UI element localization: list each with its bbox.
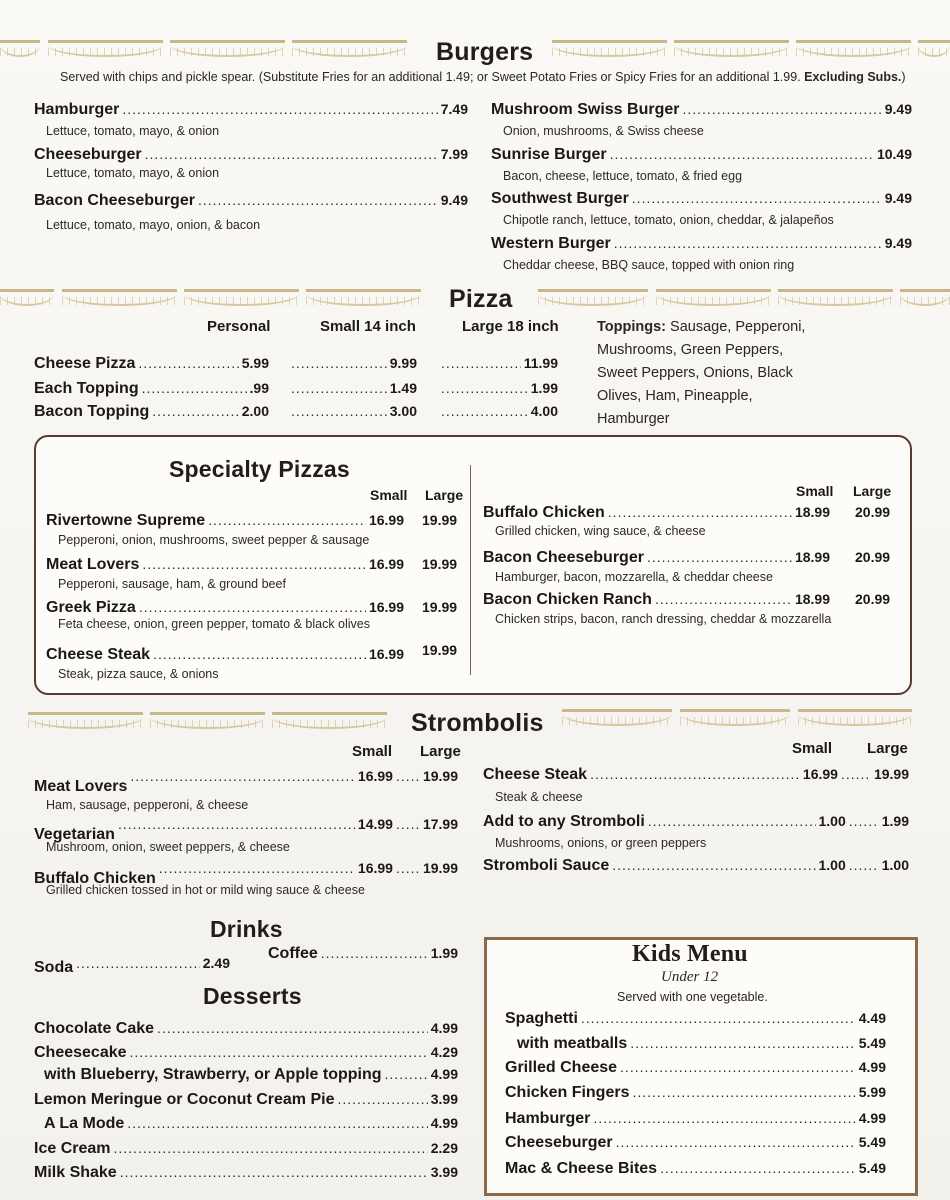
price-cell: ..... 9.99 bbox=[288, 355, 417, 371]
col-large: Large bbox=[867, 740, 908, 757]
col-small: Small 14 inch bbox=[320, 318, 416, 335]
col-small: Small bbox=[352, 743, 393, 760]
item-desc: Onion, mushrooms, & Swiss cheese bbox=[503, 124, 704, 138]
price-cell: ..... 1.49 bbox=[288, 380, 417, 396]
menu-item: with Blueberry, Strawberry, or Apple topping ..... 4.99 bbox=[44, 1066, 458, 1084]
menu-item: with meatballs ..... 5.49 bbox=[517, 1035, 886, 1053]
menu-item: A La Mode ..... 4.99 bbox=[44, 1115, 458, 1133]
menu-item: Vegetarian ..... 14.99 ..... 17.99 bbox=[34, 816, 458, 834]
item-desc: Mushroom, onion, sweet peppers, & cheese bbox=[46, 840, 290, 854]
menu-item: Cheese Steak ..... 16.99 ..... 19.99 bbox=[483, 766, 909, 784]
menu-item bbox=[34, 146, 468, 164]
item-price: 10.49 bbox=[876, 146, 912, 162]
item-price-large: 20.99 bbox=[855, 504, 891, 520]
price-cell: ..... 11.99 bbox=[438, 355, 558, 371]
item-desc: Pepperoni, onion, mushrooms, sweet pepper & sausage bbox=[58, 533, 370, 547]
menu-item: Bacon Chicken Ranch ..... 18.99 bbox=[483, 591, 830, 609]
menu-item bbox=[491, 146, 912, 164]
burgers-note: Served with chips and pickle spear. (Substitute Fries for an additional 1.49; or Sweet Potato Fries or Spicy Fries for an additional 1.99. Excluding Subs.) bbox=[60, 70, 906, 84]
bridge-ornament bbox=[562, 709, 914, 725]
item-price: 2.00 bbox=[241, 403, 269, 419]
menu-item bbox=[34, 192, 468, 210]
bridge-ornament bbox=[0, 40, 420, 56]
menu-item bbox=[491, 235, 912, 253]
kids-title: Kids Menu bbox=[632, 941, 748, 967]
item-price: 9.49 bbox=[884, 101, 912, 117]
menu-item: Bacon Cheeseburger ..... 18.99 bbox=[483, 549, 830, 567]
item-price-large: 19.99 bbox=[422, 512, 458, 528]
menu-item: Lemon Meringue or Coconut Cream Pie ..... 3.99 bbox=[34, 1091, 458, 1109]
col-personal: Personal bbox=[207, 318, 271, 335]
bridge-ornament bbox=[0, 289, 430, 305]
col-small: Small bbox=[796, 483, 834, 499]
desserts-title: Desserts bbox=[203, 983, 302, 1009]
drinks-title: Drinks bbox=[210, 916, 283, 942]
menu-item bbox=[34, 403, 269, 421]
menu-item: Buffalo Chicken ..... 16.99 ..... 19.99 bbox=[34, 860, 458, 878]
item-price-large: 20.99 bbox=[855, 549, 891, 565]
col-small: Small bbox=[370, 487, 408, 503]
kids-note: Served with one vegetable. bbox=[617, 990, 768, 1004]
menu-item bbox=[491, 101, 912, 119]
item-desc: Feta cheese, onion, green pepper, tomato & black olives bbox=[58, 617, 370, 631]
item-desc: Hamburger, bacon, mozzarella, & cheddar cheese bbox=[495, 570, 773, 584]
menu-item: Mac & Cheese Bites ..... 5.49 bbox=[505, 1160, 886, 1178]
item-desc: Lettuce, tomato, mayo, onion, & bacon bbox=[46, 218, 261, 232]
toppings-list: Toppings: Sausage, Pepperoni, Mushrooms, Green Peppers, Sweet Peppers, Onions, Black Olives, Ham, Pineapple, Hamburger bbox=[597, 319, 806, 427]
item-name: Sunrise Burger bbox=[491, 146, 607, 163]
item-desc: Chicken strips, bacon, ranch dressing, cheddar & mozzarella bbox=[495, 612, 832, 626]
pizza-title: Pizza bbox=[449, 285, 513, 313]
bridge-ornament bbox=[538, 289, 950, 305]
menu-item bbox=[34, 380, 269, 398]
item-desc: Cheddar cheese, BBQ sauce, topped with onion ring bbox=[503, 258, 795, 272]
item-name: Southwest Burger bbox=[491, 190, 629, 207]
item-name: Cheese Pizza bbox=[34, 355, 136, 372]
menu-item: Greek Pizza ..... 16.99 bbox=[46, 599, 404, 617]
item-name: Mushroom Swiss Burger bbox=[491, 101, 680, 118]
item-price: 9.49 bbox=[440, 192, 468, 208]
item-desc: Grilled chicken, wing sauce, & cheese bbox=[495, 524, 706, 538]
menu-item: Grilled Cheese ..... 4.99 bbox=[505, 1059, 886, 1077]
menu-item: Cheese Steak ..... 16.99 bbox=[46, 646, 404, 664]
menu-item: Ice Cream ..... 2.29 bbox=[34, 1140, 458, 1158]
price-cell: ..... 4.00 bbox=[438, 403, 558, 419]
item-name: Cheeseburger bbox=[34, 146, 142, 163]
menu-item: Cheeseburger ..... 5.49 bbox=[505, 1134, 886, 1152]
item-desc: Steak, pizza sauce, & onions bbox=[58, 667, 219, 681]
item-name: Each Topping bbox=[34, 380, 139, 397]
menu-item: Add to any Stromboli ..... 1.00 ..... 1.99 bbox=[483, 813, 909, 831]
item-price-large: 19.99 bbox=[422, 556, 458, 572]
item-desc: Bacon, cheese, lettuce, tomato, & fried egg bbox=[503, 169, 743, 183]
menu-item bbox=[34, 101, 468, 119]
col-large: Large bbox=[425, 487, 464, 503]
bridge-ornament bbox=[28, 712, 398, 728]
item-price-large: 20.99 bbox=[855, 591, 891, 607]
item-desc: Pepperoni, sausage, ham, & ground beef bbox=[58, 577, 286, 591]
menu-item: Coffee ..... 1.99 bbox=[268, 945, 458, 963]
item-price: 7.99 bbox=[440, 146, 468, 162]
bridge-ornament bbox=[552, 40, 950, 56]
col-small: Small bbox=[792, 740, 833, 757]
item-price-large: 19.99 bbox=[422, 642, 458, 658]
strombolis-title: Strombolis bbox=[411, 709, 544, 737]
col-large: Large 18 inch bbox=[462, 318, 559, 335]
menu-item: Chicken Fingers ..... 5.99 bbox=[505, 1084, 886, 1102]
item-name: Western Burger bbox=[491, 235, 611, 252]
item-price: 9.49 bbox=[884, 235, 912, 251]
col-large: Large bbox=[853, 483, 892, 499]
menu-item: Chocolate Cake ..... 4.99 bbox=[34, 1020, 458, 1038]
menu-item: Spaghetti ..... 4.49 bbox=[505, 1010, 886, 1028]
item-name: Bacon Cheeseburger bbox=[34, 192, 195, 209]
item-price: 9.49 bbox=[884, 190, 912, 206]
price-cell: ..... 3.00 bbox=[288, 403, 417, 419]
kids-subtitle: Under 12 bbox=[661, 969, 719, 985]
item-price: .99 bbox=[249, 380, 269, 396]
item-name: Bacon Topping bbox=[34, 403, 150, 420]
menu-item: Milk Shake ..... 3.99 bbox=[34, 1164, 458, 1182]
menu-item: Stromboli Sauce ..... 1.00 ..... 1.00 bbox=[483, 857, 909, 875]
item-desc: Lettuce, tomato, mayo, & onion bbox=[46, 124, 220, 138]
menu-item: Meat Lovers ..... 16.99 bbox=[46, 556, 404, 574]
menu-item: Cheesecake ..... 4.29 bbox=[34, 1044, 458, 1062]
menu-item: Buffalo Chicken ..... 18.99 bbox=[483, 504, 830, 522]
menu-item bbox=[34, 355, 269, 373]
item-desc: Grilled chicken tossed in hot or mild wing sauce & cheese bbox=[46, 883, 365, 897]
burgers-title: Burgers bbox=[436, 38, 534, 66]
item-name: Hamburger bbox=[34, 101, 120, 118]
menu-item: Soda ..... 2.49 bbox=[34, 955, 230, 973]
col-large: Large bbox=[420, 743, 461, 760]
item-desc: Lettuce, tomato, mayo, & onion bbox=[46, 166, 220, 180]
item-price: 5.99 bbox=[241, 355, 269, 371]
item-desc: Steak & cheese bbox=[495, 790, 583, 804]
item-price: 7.49 bbox=[440, 101, 468, 117]
item-desc: Chipotle ranch, lettuce, tomato, onion, cheddar, & jalapeños bbox=[503, 213, 834, 227]
menu-item bbox=[491, 190, 912, 208]
menu-item: Rivertowne Supreme ..... 16.99 bbox=[46, 512, 404, 530]
item-desc: Mushrooms, onions, or green peppers bbox=[495, 836, 707, 850]
item-price-large: 19.99 bbox=[422, 599, 458, 615]
menu-item: Meat Lovers ..... 16.99 ..... 19.99 bbox=[34, 768, 458, 786]
item-desc: Ham, sausage, pepperoni, & cheese bbox=[46, 798, 249, 812]
divider bbox=[470, 465, 471, 675]
menu-item: Hamburger ..... 4.99 bbox=[505, 1110, 886, 1128]
specialty-title: Specialty Pizzas bbox=[169, 456, 350, 482]
price-cell: ..... 1.99 bbox=[438, 380, 558, 396]
